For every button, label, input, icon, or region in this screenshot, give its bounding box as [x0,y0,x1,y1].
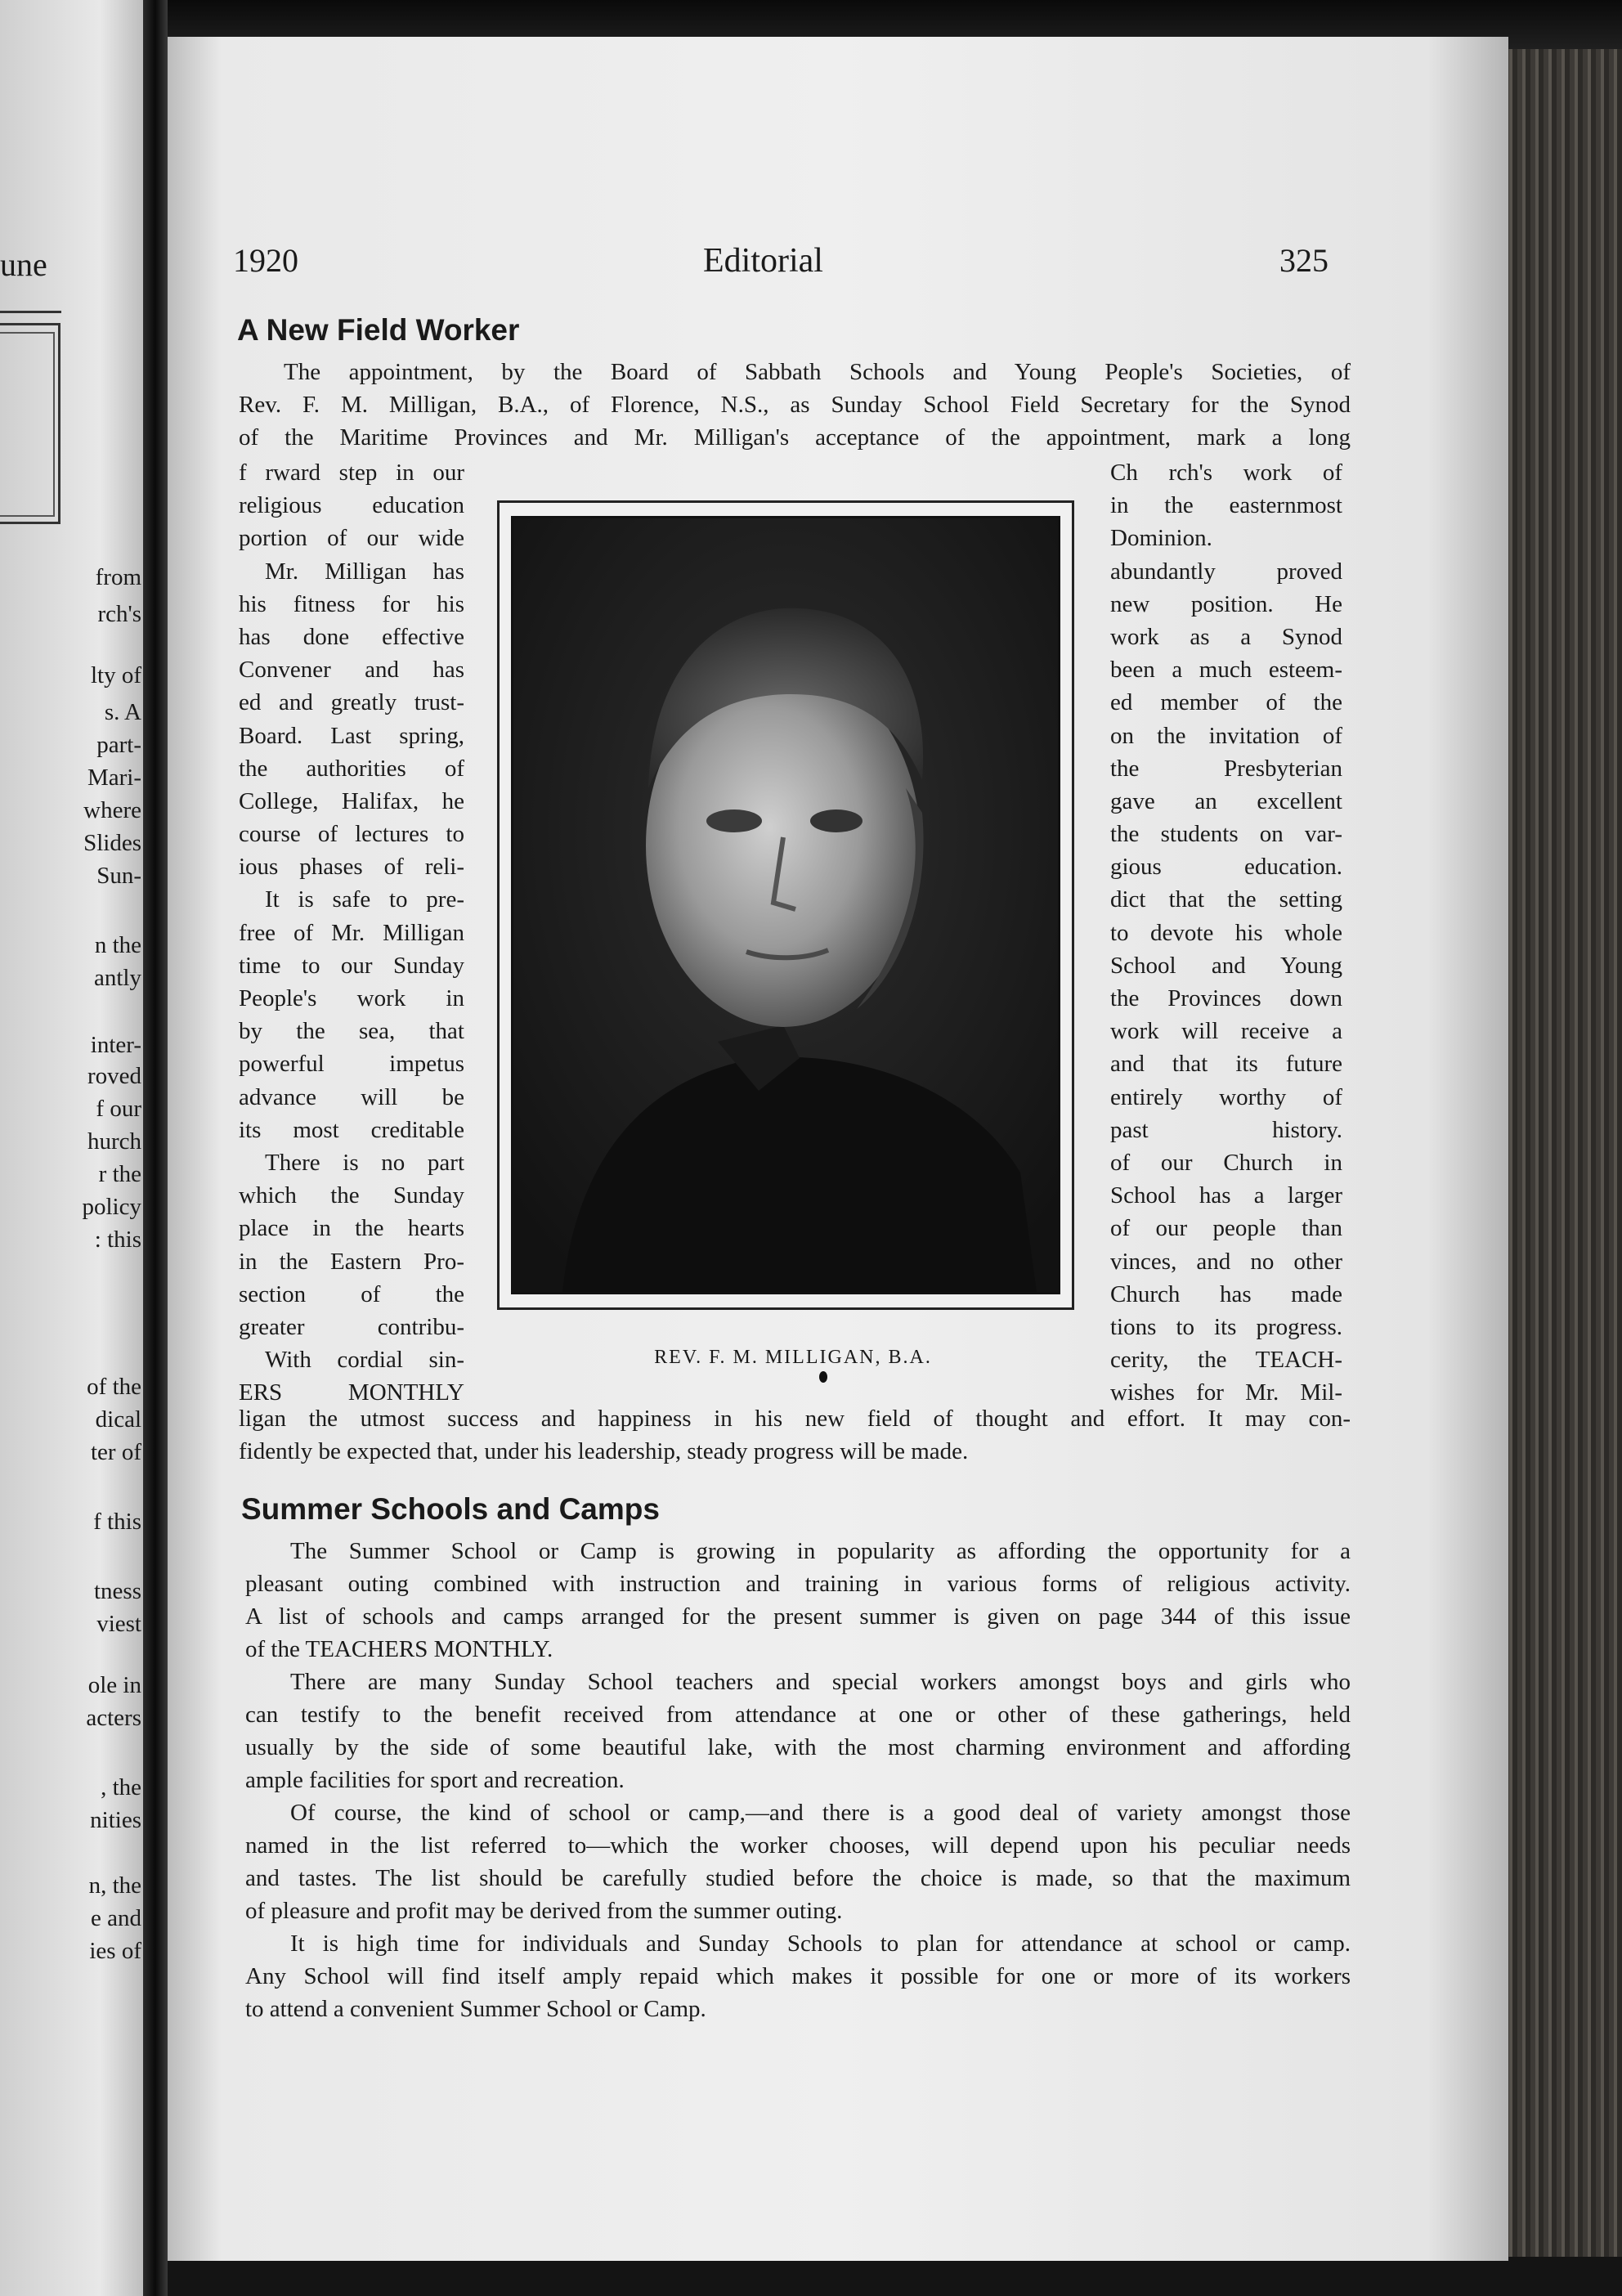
text-line: which the Sunday [239,1182,464,1209]
facing-page-line: n the [94,932,141,958]
text-line: in the easternmost [1110,492,1342,519]
text-line: It is high time for individuals and Sunday Schools to plan for attendance at school or camp. [290,1931,1351,1957]
text-line: work will receive a [1110,1018,1342,1045]
text-line: vinces, and no other [1110,1248,1342,1275]
facing-page-line: rch's [97,601,141,627]
text-line: greater contribu- [239,1313,464,1340]
facing-page-line: part- [96,732,141,758]
text-line: by the sea, that [239,1018,464,1045]
text-line: College, Halifax, he [239,787,464,814]
text-line: its most creditable [239,1116,464,1143]
text-line: There is no part [265,1149,464,1176]
text-line: of our Church in [1110,1149,1342,1176]
text-line: Board. Last spring, [239,722,464,749]
facing-page-line: tness [94,1578,141,1604]
article1-closing [239,1402,1351,1468]
text-line: It is safe to pre- [265,886,464,913]
text-line: work as a Synod [1110,623,1342,650]
article1-left-column [239,456,464,1409]
text-line: Mr. Milligan has [265,558,464,585]
text-line: Of course, the kind of school or camp,—and there is a good deal of variety amongst those [290,1800,1351,1826]
text-line: f rward step in our [239,460,464,486]
text-line: abundantly proved [1110,558,1342,585]
article1-right-column [1110,456,1342,1409]
text-line: and that its future [1110,1051,1342,1078]
facing-page-line: policy [82,1194,141,1220]
facing-page-line: f our [96,1096,141,1122]
facing-page-line: f this [93,1509,141,1535]
facing-page-line: viest [96,1611,141,1637]
facing-page-line: Sun- [96,863,141,889]
text-line: of our people than [1110,1215,1342,1242]
text-line: There are many Sunday School teachers and special workers amongst boys and girls who [290,1669,1351,1695]
text-line: usually by the side of some beautiful lake, with the most charming environment and affording [245,1734,1351,1760]
facing-page-line: inter- [90,1032,141,1058]
facing-page-line: nities [90,1807,141,1833]
text-line: portion of our wide [239,525,464,552]
photo-caption: REV. F. M. MILLIGAN, B.A. [654,1347,932,1368]
text-line: to attend a convenient Summer School or Camp. [245,1996,706,2022]
facing-page-line: Slides [83,830,141,856]
article-title-summer-schools: Summer Schools and Camps [241,1492,660,1526]
text-line: new position. He [1110,590,1342,617]
text-line: entirely worthy of [1110,1083,1342,1110]
facing-page-line: ies of [89,1938,141,1964]
text-line: cerity, the TEACH- [1110,1347,1342,1374]
facing-page-line: lty of [90,662,141,688]
text-line: Ch rch's work of [1110,460,1342,486]
article2-body [245,1535,1351,2025]
text-line: time to our Sunday [239,952,464,979]
text-line: the authorities of [239,755,464,782]
text-line: With cordial sin- [265,1347,464,1374]
text-line: course of lectures to [239,821,464,848]
text-line: advance will be [239,1083,464,1110]
facing-page-line: n, the [88,1872,141,1899]
text-line: place in the hearts [239,1215,464,1242]
facing-page-line: roved [87,1063,141,1089]
facing-page-line: dical [95,1406,141,1433]
text-line: of the Maritime Provinces and Mr. Milligan's acceptance of the appointment, mark a long [239,424,1351,451]
text-line: A list of schools and camps arranged for the present summer is given on page 344 of this issue [245,1603,1351,1630]
text-line: religious education [239,492,464,519]
facing-page-line: ter of [91,1439,141,1465]
text-line: Dominion. [1110,525,1212,552]
text-line: named in the list referred to—which the worker chooses, will depend upon his peculiar needs [245,1832,1351,1859]
text-line: his fitness for his [239,590,464,617]
text-line: of the TEACHERS MONTHLY. [245,1636,553,1662]
text-line: been a much esteem- [1110,657,1342,684]
text-line: The Summer School or Camp is growing in popularity as affording the opportunity for a [290,1538,1351,1564]
facing-page-line: s. A [104,699,141,725]
text-line: ERS MONTHLY [239,1379,464,1406]
facing-page-line: , the [101,1774,141,1800]
portrait-frame [497,500,1074,1310]
text-line: has done effective [239,623,464,650]
text-line: fidently be expected that, under his leadership, steady progress will be made. [239,1438,969,1464]
text-line: pleasant outing combined with instruction and training in various forms of religious activity. [245,1571,1351,1597]
text-line: People's work in [239,985,464,1011]
text-line: tions to its progress. [1110,1313,1342,1340]
text-line: Church has made [1110,1280,1342,1307]
text-line: and tastes. The list should be carefully studied before the choice is made, so that the maximum [245,1865,1351,1891]
facing-page-line: where [83,797,141,823]
text-line: ious phases of reli- [239,854,464,881]
text-line: the students on var- [1110,821,1342,848]
article1-intro [239,356,1351,454]
text-line: on the invitation of [1110,722,1342,749]
text-line: the Presbyterian [1110,755,1342,782]
text-line: Any School will find itself amply repaid which makes it possible for one or more of its workers [245,1963,1351,1989]
facing-page-line: from [95,564,141,590]
text-line: wishes for Mr. Mil- [1110,1379,1342,1406]
text-line: powerful impetus [239,1051,464,1078]
ornament-dot [819,1371,827,1383]
text-line: dict that the setting [1110,886,1342,913]
text-line: in the Eastern Pro- [239,1248,464,1275]
text-line: School and Young [1110,952,1342,979]
facing-page-line: of the [87,1374,141,1400]
facing-page-line: : this [94,1226,141,1253]
text-line: School has a larger [1110,1182,1342,1209]
facing-page-line: e and [91,1905,141,1931]
facing-page-line: antly [94,965,141,991]
header-year: 1920 [233,242,298,279]
facing-page-left [0,0,143,2296]
text-line: section of the [239,1280,464,1307]
article-title-field-worker: A New Field Worker [237,313,520,347]
text-line: to devote his whole [1110,919,1342,946]
portrait-image [513,518,1058,1292]
facing-page-line: ole in [87,1672,141,1698]
portrait-photo [511,516,1060,1294]
text-line: the Provinces down [1110,985,1342,1011]
text-line: gious education. [1110,854,1342,881]
page-number: 325 [1279,242,1329,279]
text-line: Rev. F. M. Milligan, B.A., of Florence, N.S., as Sunday School Field Secretary for the Synod [239,392,1351,418]
facing-page-line: acters [86,1705,141,1731]
text-line: of pleasure and profit may be derived from the summer outing. [245,1898,843,1924]
facing-page-heading: une [0,246,47,283]
text-line: can testify to the benefit received from attendance at one or other of these gatherings, held [245,1702,1351,1728]
header-title: Editorial [703,242,823,280]
facing-page-rule [0,311,61,313]
text-line: ed and greatly trust- [239,689,464,716]
book-gutter [143,0,168,2296]
text-line: gave an excellent [1110,787,1342,814]
running-head [0,241,1622,290]
page-edges [1504,49,1622,2257]
facing-page-line: Mari- [87,765,141,791]
text-line: past history. [1110,1116,1342,1143]
text-line: The appointment, by the Board of Sabbath Schools and Young People's Societies, of [284,359,1351,385]
facing-page-line: r the [98,1161,141,1187]
text-line: ample facilities for sport and recreation. [245,1767,625,1793]
text-line: ed member of the [1110,689,1342,716]
text-line: Convener and has [239,657,464,684]
text-line: free of Mr. Milligan [239,919,464,946]
text-line: ligan the utmost success and happiness in his new field of thought and effort. It may con- [239,1406,1351,1432]
facing-page-line: hurch [87,1128,141,1155]
facing-page-box [0,323,60,524]
